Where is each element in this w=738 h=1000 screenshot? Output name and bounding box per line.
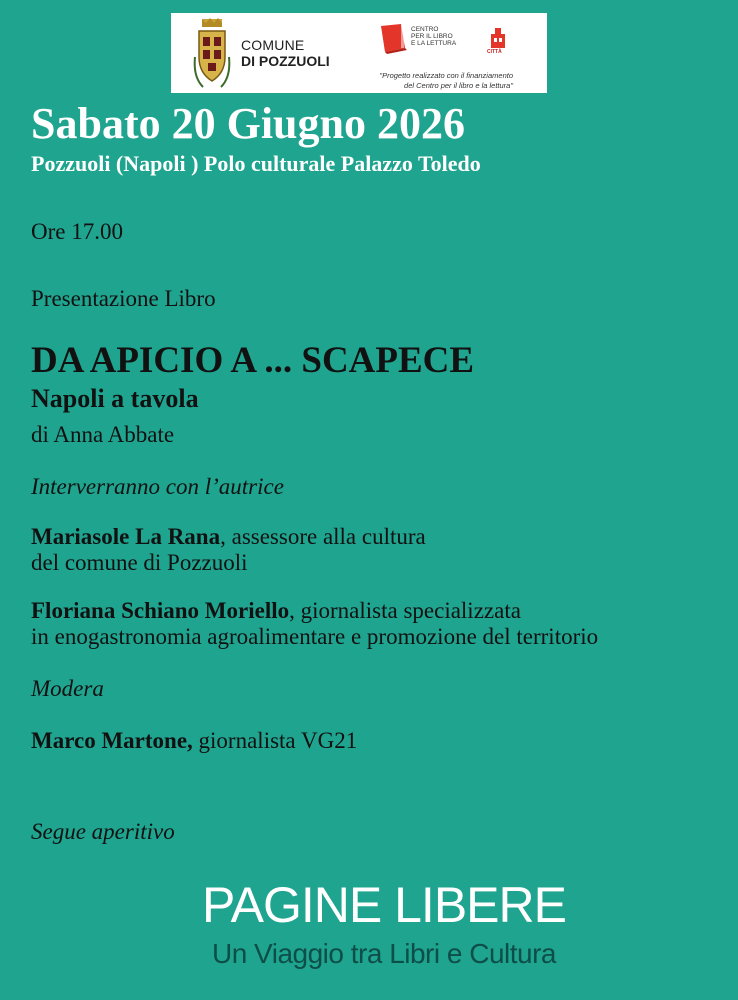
speaker-line: [31, 598, 521, 624]
book-author: di Anna Abbate: [31, 422, 175, 447]
brand-tagline: Un Viaggio tra Libri e Cultura: [211, 938, 556, 969]
speaker-role-continued: in enogastronomia agroalimentare e promozione del territorio: [31, 624, 599, 649]
comune-name-line1: COMUNE: [241, 37, 305, 53]
event-date: Sabato 20 Giugno 2026: [31, 99, 465, 148]
logo-banner: [171, 13, 547, 93]
coat-of-arms-icon: [193, 17, 231, 91]
moderator-line: [31, 728, 357, 754]
event-venue: Pozzuoli (Napoli ) Polo culturale Palazzo Toledo: [31, 151, 481, 176]
speaker-role: , assessore alla cultura: [220, 524, 426, 549]
presentation-label: Presentazione Libro: [31, 286, 216, 311]
funding-note-line1: "Progetto realizzato con il finanziamento: [379, 71, 513, 80]
moderator-name: Marco Martone,: [31, 728, 193, 753]
closing-note: Segue aperitivo: [31, 819, 175, 844]
moderator-label: Modera: [31, 676, 104, 701]
cepell-text-line3: E LA LETTURA: [411, 40, 457, 47]
speaker-line: [31, 524, 426, 550]
funding-note-line2: del Centro per il libro e la lettura": [404, 81, 513, 90]
event-time: Ore 17.00: [31, 219, 123, 244]
brand-title: PAGINE LIBERE: [202, 877, 566, 933]
cepell-text-line1: CENTRO: [411, 26, 439, 33]
book-title: DA APICIO A ... SCAPECE: [31, 340, 475, 381]
speaker-role: , giornalista specializzata: [289, 598, 521, 623]
citta-label: CITTÀ: [487, 49, 502, 55]
speakers-intro: Interverranno con l’autrice: [31, 474, 284, 499]
speaker-name: Mariasole La Rana: [31, 524, 221, 549]
speaker-name: Floriana Schiano Moriello: [31, 598, 290, 623]
cepell-text-line2: PER IL LIBRO: [411, 33, 453, 40]
moderator-role: giornalista VG21: [192, 728, 358, 753]
book-subtitle: Napoli a tavola: [31, 384, 199, 413]
speaker-role-continued: del comune di Pozzuoli: [31, 550, 248, 575]
book-logo-icon: [379, 22, 409, 54]
comune-name-line2: DI POZZUOLI: [241, 53, 330, 69]
